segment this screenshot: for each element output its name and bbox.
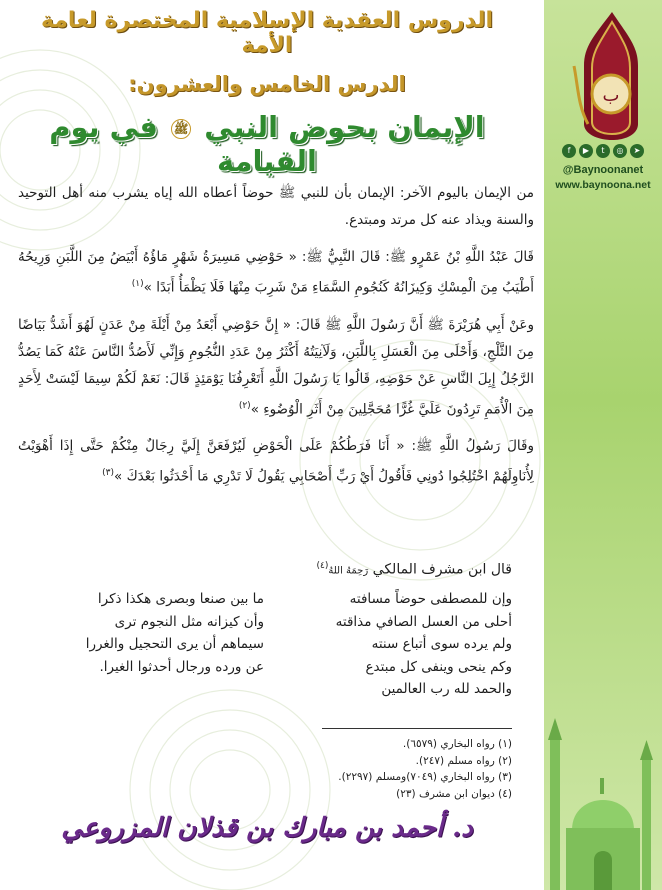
poem-line-4-left: عن ورده ورجال أحدثوا الغيرا.: [99, 658, 264, 675]
poem-closing: والحمد لله رب العالمين: [381, 681, 512, 697]
poem-line-1-left: ما بين صنعا وبصرى هكذا ذكرا: [97, 591, 264, 607]
series-title: الدروس العقدية الإسلامية المختصرة لعامة الأمة: [40, 8, 494, 58]
website-link[interactable]: www.baynoona.net: [555, 179, 651, 191]
hadith-1-text: قَالَ عَبْدُ اللَّهِ بْنُ عَمْرٍو ﷺ: قَالَ النَّبِيُّ ﷺ: « حَوْضِي مَسِيرَةُ شَهْرٍ مَاؤُهُ أَبْيَضُ مِنَ اللَّبَنِ وَرِيحُهُ أَطْيَبُ مِنَ الْمِسْكِ وَكِيزَانُهُ كَنُجُومِ السَّمَاءِ مَنْ شَرِبَ مِنْهَا فَلَا يَظْمَأُ أَبَدًا »: [18, 249, 534, 296]
hadith-1: [18, 244, 534, 302]
social-handle[interactable]: @Baynoonanet: [562, 164, 644, 176]
lesson-body: [18, 180, 534, 501]
mosque-illustration: [544, 700, 662, 890]
footnote-divider: [322, 728, 512, 729]
footnote-1: (١) رواه البخاري (٦٥٧٩).: [402, 738, 512, 750]
social-icons: [554, 144, 652, 158]
hadith-2: [18, 312, 534, 424]
main-title-part2: في يوم القيامة: [49, 110, 317, 178]
poem-spacer: [42, 678, 264, 701]
hadith-3: [18, 433, 534, 491]
poem-line-2-right: أحلى من العسل الصافي مذاقته: [335, 613, 512, 630]
footnote-ref-4: (٤): [316, 561, 329, 571]
poem-heading: [316, 561, 512, 578]
footnote-ref-3: (٣): [102, 468, 115, 478]
author-signature: د. أحمد بن مبارك بن قذلان المزروعي: [61, 813, 473, 843]
instagram-icon[interactable]: ◎: [613, 144, 627, 158]
poem-line-3-right: ولم يرده سوى أتباع سنته: [371, 636, 512, 652]
facebook-icon[interactable]: f: [562, 144, 576, 158]
baynoona-logo: [554, 6, 654, 146]
poem: [42, 588, 512, 701]
footnotes: [212, 736, 512, 802]
hadith-3-text: وقَالَ رَسُولُ اللَّهِ ﷺ: « أَنَا فَرَطُكُمْ عَلَى الْحَوْضِ لَيُرْفَعَنَّ إِلَيَّ رِجَالٌ مِنْكُمْ حَتَّى إِذَا أَهْوَيْتُ لِأُنَاوِلَهُمْ اخْتُلِجُوا دُونِي فَأَقُولُ أَيْ رَبِّ أَصْحَابِي يَقُولُ لَا تَدْرِي مَا أَحْدَثُوا بَعْدَكَ »: [18, 438, 534, 485]
poem-line-3-left: سيماهم أن يرى التحجيل والغررا: [85, 636, 264, 652]
poem-line-1-right: وإن للمصطفى حوضاً مسافته: [349, 591, 512, 607]
main-title-part1: الإيمان بحوض النبي: [204, 110, 485, 144]
salawat-honorific: ﷺ: [171, 119, 191, 139]
poem-heading-text: قال ابن مشرف المالكي: [372, 561, 512, 578]
svg-text:ب: ب: [602, 85, 620, 106]
footnote-4: (٤) ديوان ابن مشرف (٢٣): [396, 787, 512, 800]
hadith-2-text: وعَنْ أَبِي هُرَيْرَةَ ﷺ أَنَّ رَسُولَ اللَّهِ ﷺ قَالَ: « إِنَّ حَوْضِي أَبْعَدُ مِنْ أَيْلَةَ مِنْ عَدَنٍ لَهُوَ أَشَدُّ بَيَاضًا مِنَ الثَّلْجِ، وَأَحْلَى مِنَ الْعَسَلِ بِاللَّبَنِ، وَلَآنِيَتُهُ أَكْثَرُ مِنْ عَدَدِ النُّجُومِ وَإِنِّي لَأَصُدُّ النَّاسَ عَنْهُ كَمَا يَصُدُّ الرَّجُلُ إِبِلَ النَّاسِ عَنْ حَوْضِهِ، قَالُوا يَا رَسُولَ اللَّهِ أَتَعْرِفُنَا يَوْمَئِذٍ قَالَ: نَعَمْ لَكُمْ سِيمَا لَيْسَتْ لِأَحَدٍ مِنَ الْأُمَمِ تَرِدُونَ عَلَيَّ غُرًّا مُحَجَّلِينَ مِنْ أَثَرِ الْوُضُوءِ »: [18, 316, 534, 417]
lesson-title: الدرس الخامس والعشرون:: [128, 72, 406, 96]
sidebar: [544, 0, 662, 890]
footnote-3: (٣) رواه البخاري (٧٠٤٩)ومسلم (٢٢٩٧).: [338, 771, 512, 783]
intro-paragraph: من الإيمان باليوم الآخر: الإيمان بأن للنبي ﷺ حوضاً أعطاه الله إياه يشرب منه أهل التوحيد والسنة ويذاد عنه كل مرتد ومبتدع.: [18, 185, 534, 228]
poem-heading-honorific: رَحِمَهُ اللهُ: [328, 565, 369, 577]
twitter-icon[interactable]: t: [596, 144, 610, 158]
footnote-ref-1: (١): [131, 279, 144, 289]
poem-line-4-right: وكم ينحى وينفى كل مبتدع: [365, 658, 512, 675]
poem-line-2-left: وأن كيزانه مثل النجوم ترى: [114, 613, 264, 630]
main-title: [12, 110, 522, 178]
youtube-icon[interactable]: ▶: [579, 144, 593, 158]
footnote-ref-2: (٢): [238, 400, 251, 411]
footnote-2: (٢) رواه مسلم (٢٤٧).: [415, 754, 512, 767]
telegram-icon[interactable]: ➤: [630, 144, 644, 158]
